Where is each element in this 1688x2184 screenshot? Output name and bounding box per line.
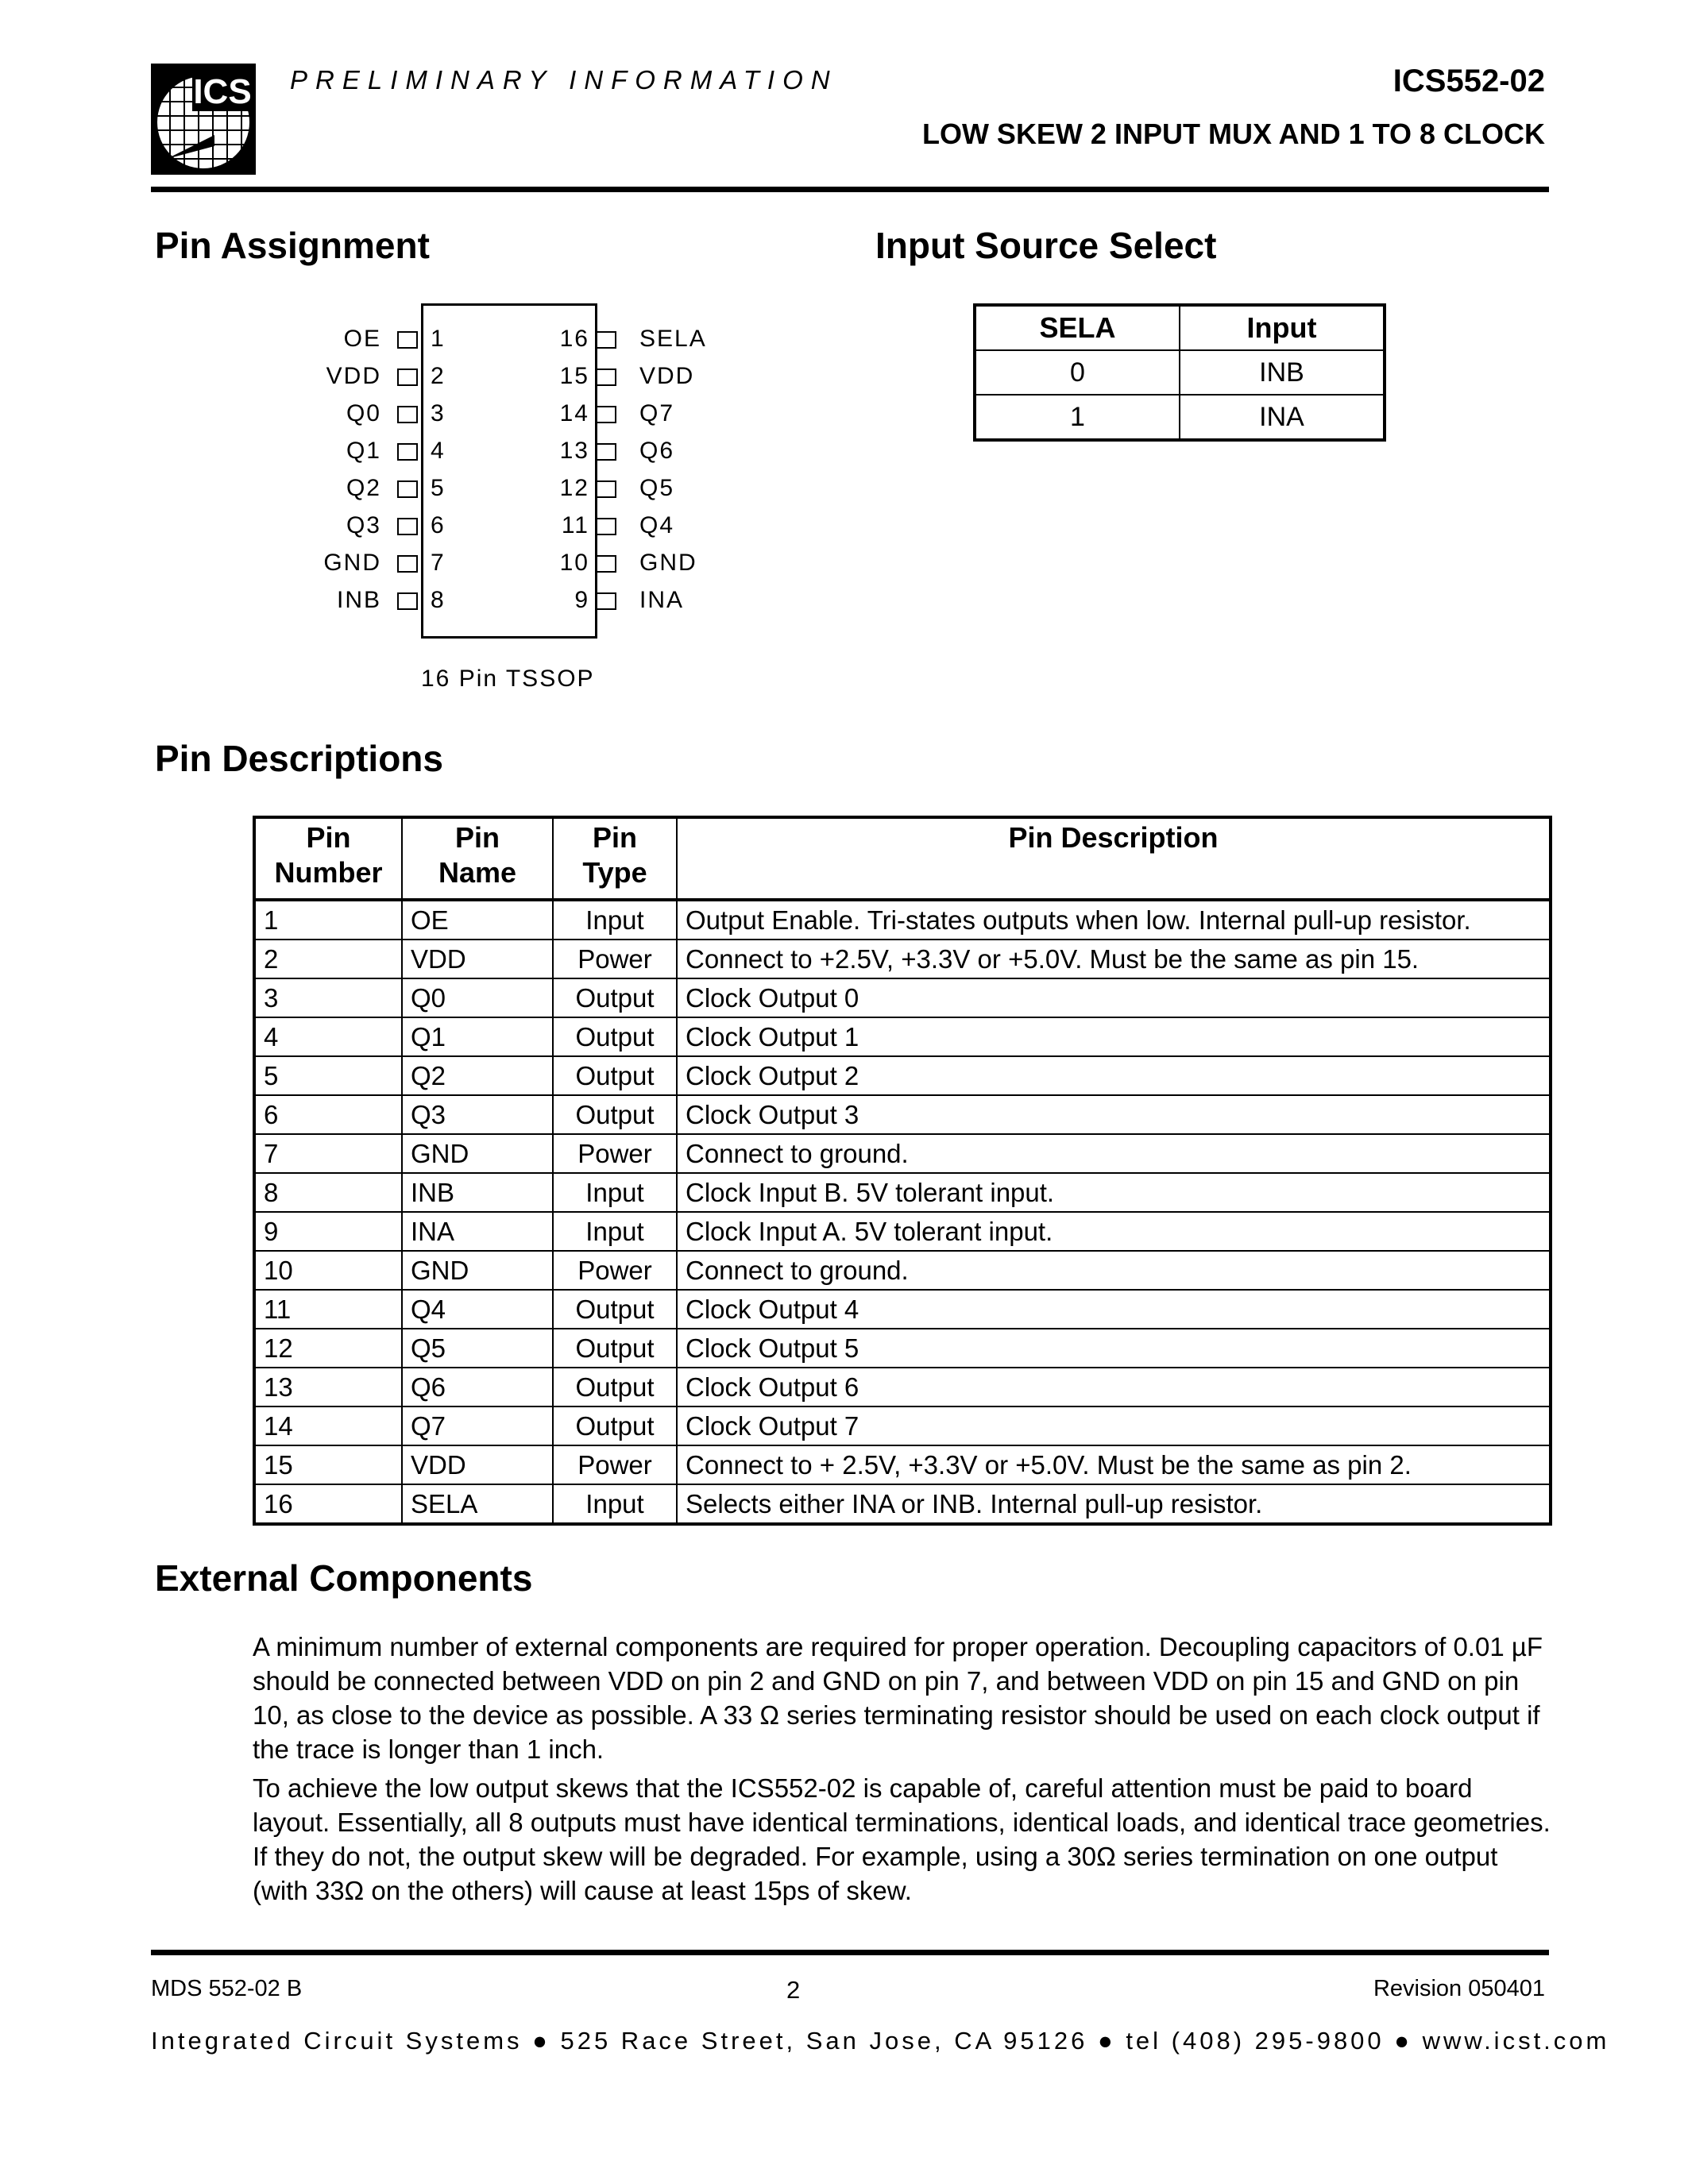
pin-name-cell: INB [402,1173,553,1212]
pin-label-right: SELA [639,326,707,352]
pin-label-left: GND [323,550,381,576]
pin-description-cell: Connect to ground. [677,1251,1551,1290]
pin-pad-left [397,369,418,386]
pin-name-cell: INA [402,1212,553,1251]
pin-number-cell: 3 [254,978,402,1017]
table-row [975,395,1385,440]
pin-name-cell: GND [402,1134,553,1173]
table-row [254,1368,1551,1406]
pin-pad-right [596,592,616,610]
pin-name-cell: Q3 [402,1095,553,1134]
page-number: 2 [786,1976,801,2004]
pin-type-cell: Input [553,900,677,940]
pin-number-left: 3 [431,400,446,426]
pin-description-cell: Clock Output 1 [677,1017,1551,1056]
pin-type-cell: Input [553,1484,677,1524]
pin-type-cell: Output [553,1368,677,1406]
table-row [254,940,1551,978]
pin-number-left: 2 [431,363,446,389]
table-row [254,1484,1551,1524]
pin-description-cell: Connect to +2.5V, +3.3V or +5.0V. Must be the same as pin 15. [677,940,1551,978]
pin-number-cell: 4 [254,1017,402,1056]
pin-number-cell: 8 [254,1173,402,1212]
table-row [254,1406,1551,1445]
pin-type-cell: Output [553,978,677,1017]
pin-pad-right [596,331,616,349]
input-header: Input [1180,305,1385,350]
package-label: 16 Pin TSSOP [421,666,595,692]
pin-type-cell: Power [553,1251,677,1290]
pin-number-right: 16 [559,326,589,352]
pin-description-cell: Output Enable. Tri-states outputs when low. Internal pull-up resistor. [677,900,1551,940]
pin-label-right: Q5 [639,475,675,501]
company-address: Integrated Circuit Systems ● 525 Race Street, San Jose, CA 95126 ● tel (408) 295-9800 ● www.icst.com [151,2027,1610,2055]
pin-number-left: 6 [431,512,446,538]
pin-number-cell: 1 [254,900,402,940]
pin-name-cell: OE [402,900,553,940]
pin-description-cell: Clock Input A. 5V tolerant input. [677,1212,1551,1251]
external-components-heading: External Components [155,1557,533,1599]
preliminary-label: PRELIMINARY INFORMATION [290,65,838,95]
pin-name-cell: VDD [402,940,553,978]
pin-description-cell: Clock Output 7 [677,1406,1551,1445]
header-rule [151,187,1549,192]
pin-pad-left [397,406,418,423]
pin-type-cell: Output [553,1406,677,1445]
table-row [254,1056,1551,1095]
pin-name-cell: Q7 [402,1406,553,1445]
pin-pad-right [596,369,616,386]
table-row [254,1212,1551,1251]
svg-text:ICS: ICS [193,72,252,111]
pin-label-right: Q7 [639,400,675,426]
pin-label-left: OE [343,326,381,352]
pin-description-cell: Clock Output 4 [677,1290,1551,1329]
pin-description-cell: Clock Output 3 [677,1095,1551,1134]
pin-number-cell: 5 [254,1056,402,1095]
table-row [975,350,1385,395]
pin-number-cell: 15 [254,1445,402,1484]
pin-description-cell: Connect to + 2.5V, +3.3V or +5.0V. Must be the same as pin 2. [677,1445,1551,1484]
input-value: INA [1180,395,1385,440]
pin-pad-left [397,518,418,535]
part-number: ICS552-02 [1393,64,1545,98]
pin-type-cell: Power [553,1445,677,1484]
pin-pad-right [596,480,616,498]
ics-logo [151,64,256,175]
pin-pad-right [596,555,616,573]
pin-pad-left [397,331,418,349]
pin-descriptions-heading: Pin Descriptions [155,738,443,779]
pin-pad-left [397,480,418,498]
pin-type-cell: Input [553,1173,677,1212]
pin-number-cell: 2 [254,940,402,978]
pin-description-cell: Clock Input B. 5V tolerant input. [677,1173,1551,1212]
pin-type-cell: Output [553,1290,677,1329]
pin-number-left: 5 [431,475,446,501]
sela-value: 1 [975,395,1180,440]
pin-number-header: Pin Number [254,817,402,900]
pin-number-cell: 16 [254,1484,402,1524]
table-row [254,1251,1551,1290]
sela-header: SELA [975,305,1180,350]
pin-label-left: Q3 [346,512,381,538]
pin-number-cell: 7 [254,1134,402,1173]
external-components-paragraph-2: To achieve the low output skews that the ICS552-02 is capable of, careful attention must be paid to board layout. Essentially, all 8 outputs must have identical terminations, identical loads, and identical trace geometries. If they do not, the output skew will be degraded. For example, using a 30Ω series termination on one output (with 33Ω on the others) will cause at least 15ps of skew. [253,1773,1551,1905]
table-row [254,1095,1551,1134]
pin-number-cell: 13 [254,1368,402,1406]
pin-pad-left [397,443,418,461]
pin-label-left: VDD [326,363,381,389]
pin-description-cell: Clock Output 2 [677,1056,1551,1095]
pin-name-cell: GND [402,1251,553,1290]
pin-number-cell: 9 [254,1212,402,1251]
pin-number-left: 1 [431,326,446,352]
pin-number-right: 13 [559,438,589,464]
external-components-paragraph-1: A minimum number of external components are required for proper operation. Decoupling capacitors of 0.01 µF should be connected between VDD on pin 2 and GND on pin 7, and between VDD on pin 15 and GND on pin 10, as close to the device as possible. A 33 Ω series terminating resistor should be used on each clock output if the trace is longer than 1 inch. [253,1632,1543,1764]
document-subtitle: LOW SKEW 2 INPUT MUX AND 1 TO 8 CLOCK [921,118,1545,150]
pin-number-cell: 14 [254,1406,402,1445]
pin-number-right: 15 [559,363,589,389]
pin-name-cell: Q2 [402,1056,553,1095]
pin-pad-left [397,555,418,573]
pin-type-cell: Power [553,1134,677,1173]
pin-type-cell: Power [553,940,677,978]
pin-label-right: VDD [639,363,695,389]
pin-description-cell: Clock Output 6 [677,1368,1551,1406]
pin-type-cell: Output [553,1095,677,1134]
pin-type-cell: Output [553,1056,677,1095]
pin-name-cell: Q6 [402,1368,553,1406]
pin-descriptions-table [253,816,1552,1526]
pin-description-cell: Clock Output 5 [677,1329,1551,1368]
pin-description-cell: Clock Output 0 [677,978,1551,1017]
sela-value: 0 [975,350,1180,395]
revision: Revision 050401 [1373,1976,1545,2001]
document-id: MDS 552-02 B [151,1976,303,2001]
pin-pad-right [596,518,616,535]
pin-name-header: Pin Name [402,817,553,900]
pin-number-left: 8 [431,587,446,613]
input-source-select-heading: Input Source Select [875,225,1217,266]
pin-label-right: GND [639,550,697,576]
pin-label-left: Q1 [346,438,381,464]
pin-name-cell: Q5 [402,1329,553,1368]
pin-number-cell: 10 [254,1251,402,1290]
pin-name-cell: VDD [402,1445,553,1484]
table-row [254,1445,1551,1484]
pin-label-right: Q6 [639,438,675,464]
pin-label-left: INB [336,587,381,613]
pin-type-cell: Output [553,1017,677,1056]
table-row [254,1017,1551,1056]
pin-name-cell: Q0 [402,978,553,1017]
table-header-row [254,817,1551,900]
pin-description-cell: Selects either INA or INB. Internal pull-up resistor. [677,1484,1551,1524]
pin-label-right: INA [639,587,685,613]
pin-type-cell: Input [553,1212,677,1251]
pin-pad-right [596,443,616,461]
table-row [254,1290,1551,1329]
pin-number-right: 12 [559,475,589,501]
table-row [254,1134,1551,1173]
footer-rule [151,1950,1549,1955]
table-row [254,1173,1551,1212]
pin-pad-left [397,592,418,610]
pin-number-cell: 11 [254,1290,402,1329]
pin-pad-right [596,406,616,423]
table-row [254,978,1551,1017]
pin-number-left: 7 [431,550,446,576]
pin-number-right: 14 [559,400,589,426]
pin-name-cell: Q1 [402,1017,553,1056]
table-row [254,900,1551,940]
pin-number-left: 4 [431,438,446,464]
input-value: INB [1180,350,1385,395]
pin-name-cell: Q4 [402,1290,553,1329]
pin-description-header: Pin Description [677,817,1551,900]
pin-type-header: Pin Type [553,817,677,900]
pin-assignment-heading: Pin Assignment [155,225,430,266]
pin-number-cell: 6 [254,1095,402,1134]
pin-label-left: Q0 [346,400,381,426]
pin-description-cell: Connect to ground. [677,1134,1551,1173]
pin-label-left: Q2 [346,475,381,501]
pin-label-right: Q4 [639,512,675,538]
pin-number-cell: 12 [254,1329,402,1368]
pin-name-cell: SELA [402,1484,553,1524]
input-select-table [973,303,1386,442]
pin-number-right: 9 [574,587,589,613]
pin-number-right: 10 [559,550,589,576]
pin-number-right: 11 [561,512,589,538]
pin-type-cell: Output [553,1329,677,1368]
table-row [254,1329,1551,1368]
